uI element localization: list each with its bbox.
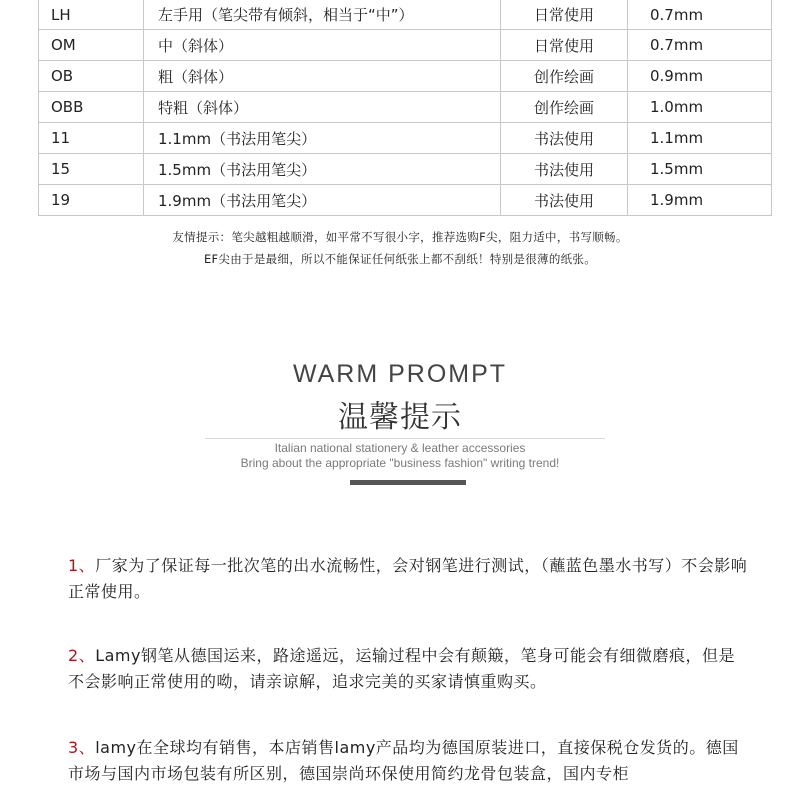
warm-prompt-subtitle-1: Italian national stationery & leather accessories <box>274 441 526 455</box>
nib-description-cell: 特粗（斜体） <box>144 92 501 123</box>
nib-usage-cell: 创作绘画 <box>501 92 628 123</box>
nib-usage-cell: 书法使用 <box>501 154 628 185</box>
warm-prompt-subtitle-2: Bring about the appropriate "business fashion" writing trend! <box>240 456 560 470</box>
notice-1 <box>68 553 748 605</box>
nib-description-cell: 1.1mm（书法用笔尖） <box>144 123 501 154</box>
title-divider <box>205 438 605 439</box>
nib-code-cell: OBB <box>39 92 144 123</box>
table-row <box>39 0 772 30</box>
table-row <box>39 185 772 216</box>
decorative-bar <box>350 480 466 485</box>
nib-code-cell: OM <box>39 30 144 61</box>
nib-spec-table <box>38 0 772 216</box>
nib-usage-cell: 创作绘画 <box>501 61 628 92</box>
nib-width-cell: 1.5mm <box>628 154 772 185</box>
nib-description-cell: 粗（斜体） <box>144 61 501 92</box>
nib-usage-cell: 书法使用 <box>501 123 628 154</box>
nib-width-cell: 1.1mm <box>628 123 772 154</box>
table-row <box>39 61 772 92</box>
nib-usage-cell: 书法使用 <box>501 185 628 216</box>
nib-code-cell: OB <box>39 61 144 92</box>
tip-line-1: 友情提示：笔尖越粗越顺滑，如平常不写很小字，推荐选购F尖，阻力适中，书写顺畅。 <box>172 230 628 244</box>
table-row <box>39 30 772 61</box>
table-row <box>39 123 772 154</box>
nib-width-cell: 0.9mm <box>628 61 772 92</box>
nib-width-cell: 1.9mm <box>628 185 772 216</box>
notice-text: Lamy钢笔从德国运来，路途遥远，运输过程中会有颠簸，笔身可能会有细微磨痕，但是不会影响正常使用的呦，请亲谅解，追求完美的买家请慎重购买。 <box>68 646 735 691</box>
notice-text: lamy在全球均有销售，本店销售lamy产品均为德国原装进口，直接保税仓发货的。德国市场与国内市场包装有所区别，德国崇尚环保使用简约龙骨包装盒，国内专柜 <box>68 738 739 783</box>
nib-width-cell: 1.0mm <box>628 92 772 123</box>
nib-description-cell: 左手用（笔尖带有倾斜，相当于“中”） <box>144 0 501 30</box>
nib-code-cell: LH <box>39 0 144 30</box>
nib-usage-cell: 日常使用 <box>501 0 628 30</box>
notice-3 <box>68 735 748 787</box>
nib-description-cell: 1.5mm（书法用笔尖） <box>144 154 501 185</box>
warm-prompt-title-en: WARM PROMPT <box>292 360 508 388</box>
nib-code-cell: 19 <box>39 185 144 216</box>
notice-2 <box>68 643 748 695</box>
nib-width-cell: 0.7mm <box>628 30 772 61</box>
nib-usage-cell: 日常使用 <box>501 30 628 61</box>
notice-number: 1、 <box>68 556 96 575</box>
table-row <box>39 92 772 123</box>
nib-description-cell: 1.9mm（书法用笔尖） <box>144 185 501 216</box>
notice-number: 3、 <box>68 738 96 757</box>
notice-text: 厂家为了保证每一批次笔的出水流畅性，会对钢笔进行测试，（蘸蓝色墨水书写）不会影响正常使用。 <box>68 556 748 601</box>
nib-code-cell: 15 <box>39 154 144 185</box>
nib-code-cell: 11 <box>39 123 144 154</box>
notice-number: 2、 <box>68 646 96 665</box>
warm-prompt-title-cn: 温馨提示 <box>338 400 462 435</box>
tip-line-2: EF尖由于是最细，所以不能保证任何纸张上都不刮纸！特别是很薄的纸张。 <box>203 252 597 266</box>
nib-width-cell: 0.7mm <box>628 0 772 30</box>
nib-description-cell: 中（斜体） <box>144 30 501 61</box>
spec-table-body <box>39 0 772 216</box>
table-row <box>39 154 772 185</box>
